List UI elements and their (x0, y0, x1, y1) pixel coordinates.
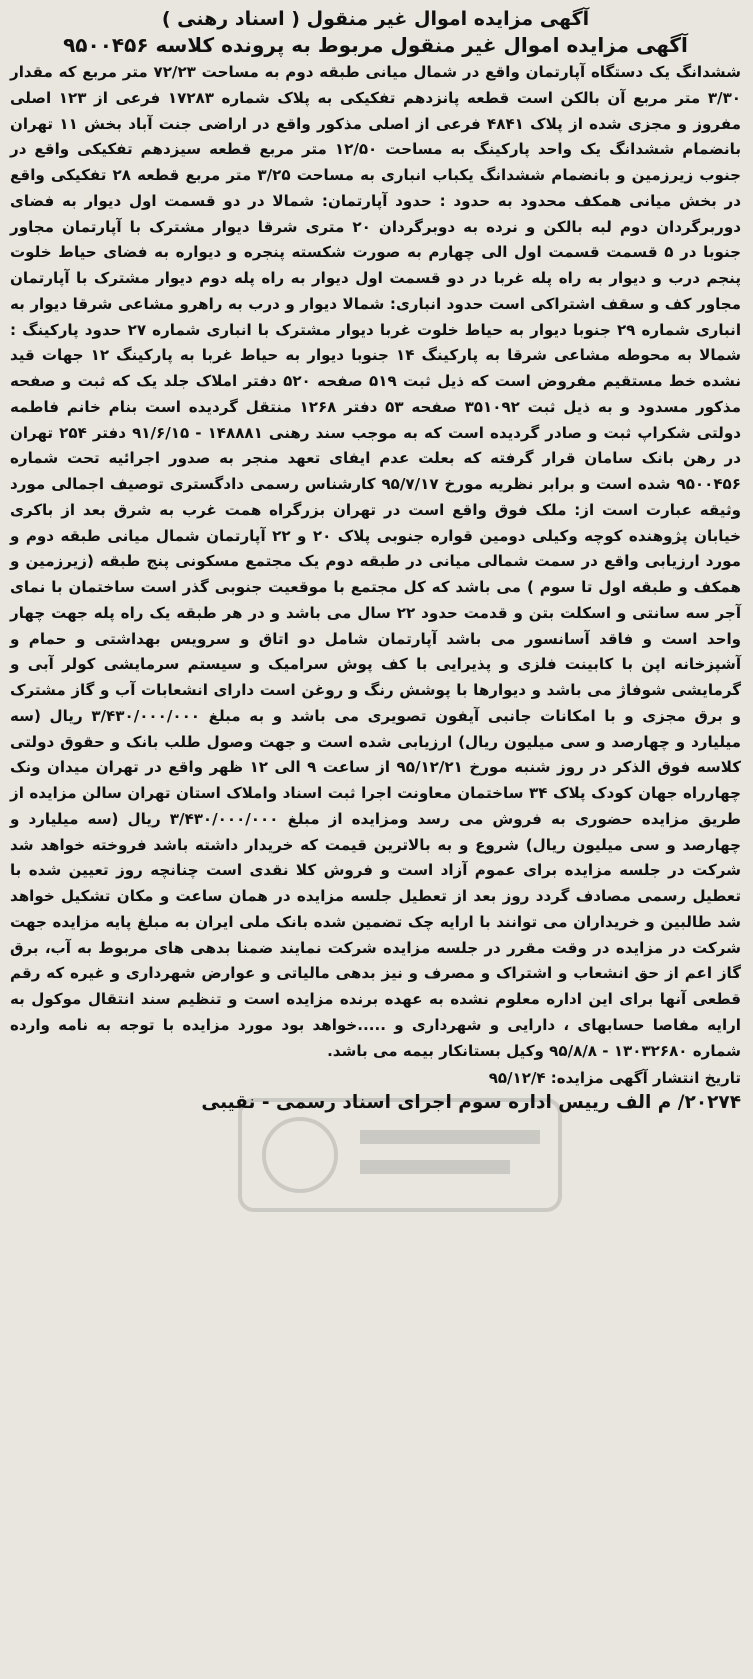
notice-body: ششدانگ یک دستگاه آپارتمان واقع در شمال میانی طبقه دوم به مساحت ۷۲/۲۳ متر مربع که مقدار ۳/۳۰ متر مربع آن بالکن است قطعه پانزدهم تفکیکی به پلاک شماره ۱۷۲۸۳ فرعی از ۱۲۳ اصلی مفروز و مجزی شده از پلاک ۴۸۴۱ فرعی از اصلی مذکور واقع در اراضی جنت آباد بخش ۱۱ تهران بانضمام ششدانگ یک واحد پارکینگ به مساحت ۱۲/۵۰ متر مربع قطعه سیزدهم تفکیکی واقع در جنوب زیرزمین و بانضمام ششدانگ یکباب انباری به مساحت ۳/۲۵ متر مربع قطعه ۲۸ تفکیکی واقع در بخش میانی همکف محدود به حدود : حدود آپارتمان: شمالا در دو قسمت اول دیوار به فضای دوربرگردان دوم لبه بالکن و نرده به دوبرگردان ۲۰ متری شرقا دیوار مشترک با آپارتمان مجاور جنوبا در ۵ قسمت قسمت اول الی چهارم به صورت شکسته پنجره و دیواره به فضای حیاط خلوت پنجم درب و دیوار به راه پله غربا در دو قسمت اول دیوار به راه پله دوم دیوار مشترک با آپارتمان مجاور کف و سقف اشتراکی است حدود انباری: شمالا دیوار و درب به راهرو مشاعی شرقا دیوار به انباری شماره ۲۹ جنوبا دیوار به حیاط خلوت غربا دیوار مشترک با انباری شماره ۲۷ حدود پارکینگ : شمالا به محوطه مشاعی شرقا به پارکینگ ۱۴ جنوبا دیوار به حیاط غربا به پارکینگ ۱۲ جهات قید نشده خط مستقیم مفروض است که ذیل ثبت ۵۱۹ صفحه ۵۲۰ دفتر املاک جلد یک که ثبت و صفحه مذکور مسدود و به ذیل ثبت ۳۵۱۰۹۲ صفحه ۵۳ دفتر ۱۲۶۸ منتقل گردیده است بنام خانم فاطمه دولتی شکراپ ثبت و صادر گردیده است که به موجب سند رهنی ۱۴۸۸۸۱ - ۹۱/۶/۱۵ دفتر ۲۵۴ تهران در رهن بانک سامان قرار گرفته که بعلت عدم ایفای تعهد منجر به صدور اجرائیه تحت شماره ۹۵۰۰۴۵۶ شده است و برابر نظریه مورخ ۹۵/۷/۱۷ کارشناس رسمی دادگستری توصیف اجمالی مورد وثیقه عبارت است از: ملک فوق واقع است در تهران بزرگراه همت غرب به شرق بعد از باکری خیابان پژوهنده کوچه وکیلی دومین قواره جنوبی پلاک ۲۰ و ۲۲ آپارتمان شمال میانی طبقه دوم و مورد ارزیابی واقع در سمت شمالی میانی در طبقه دوم یک مجتمع مسکونی پنج طبقه (زیرزمین و همکف و طبقه اول تا سوم ) می باشد که کل مجتمع با موقعیت جنوبی گذر است ساختمان با نمای آجر سه سانتی و اسکلت بتن و قدمت حدود ۲۲ سال می باشد و در هر طبقه یک راه پله جهت چهار واحد است و فاقد آسانسور می باشد آپارتمان شامل دو اتاق و سرویس بهداشتی و حمام و آشپزخانه اپن با کابینت فلزی و پذیرایی با کف پوش سرامیک و سیستم سرمایشی کولر آبی و گرمایشی شوفاژ می باشد و دیوارها با پوشش رنگ و روغن است دارای انشعابات آب و گاز مشترک و برق مجزی و با امکانات جانبی آیفون تصویری می باشد و به مبلغ ۳/۴۳۰/۰۰۰/۰۰۰ ریال (سه میلیارد و چهارصد و سی میلیون ریال) ارزیابی شده است و جهت وصول طلب بانک و حقوق دولتی کلاسه فوق الذکر در روز شنبه مورخ ۹۵/۱۲/۲۱ از ساعت ۹ الی ۱۲ ظهر واقع در تهران میدان ونک چهارراه جهان کودک پلاک ۳۴ ساختمان معاونت اجرا ثبت اسناد واملاک استان تهران سالن مزایده از طریق مزایده حضوری به فروش می رسد ومزایده از مبلغ ۳/۴۳۰/۰۰۰/۰۰۰ ریال (سه میلیارد و چهارصد و سی میلیون ریال) شروع و به بالاترین قیمت که خریدار داشته باشد فروخته خواهد شد شرکت در جلسه مزایده برای عموم آزاد است و فروش کلا نقدی است چنانچه روز تعیین شده با تعطیل رسمی مصادف گردد روز بعد از تعطیل جلسه مزایده در همان ساعت و مکان تشکیل خواهد شد طالبین و خریداران می توانند با ارایه چک تضمین شده بانک ملی ایران به مبلغ پایه مزایده جهت شرکت در مزایده در وقت مقرر در جلسه مزایده شرکت نمایند ضمنا بدهی های مربوط به آب، برق گاز اعم از حق انشعاب و اشتراک و مصرف و نیز بدهی مالیاتی و عوارض شهرداری و غیره که رقم قطعی آنها برای این اداره معلوم نشده به عهده برنده مزایده است و تنظیم سند انتقال موکول به ارایه مفاصا حسابهای ، دارایی و شهرداری و .....خواهد بود مورد مزایده با توجه به نامه وارده شماره ۱۳۰۳۲۶۸۰ - ۹۵/۸/۸ وکیل بستانکار بیمه می باشد. (10, 63, 742, 1060)
notice-subtitle: آگهی مزایده اموال غیر منقول مربوط به پرونده کلاسه ۹۵۰۰۴۵۶ (63, 33, 688, 57)
publish-date: تاریخ انتشار آگهی مزایده: ۹۵/۱۲/۴ (488, 1069, 741, 1088)
notice-title: آگهی مزایده اموال غیر منقول ( اسناد رهنی ) (161, 8, 590, 30)
signature-line: ۲۰۲۷۴/ م الف رییس اداره سوم اجرای اسناد رسمی - نقیبی (201, 1092, 741, 1114)
